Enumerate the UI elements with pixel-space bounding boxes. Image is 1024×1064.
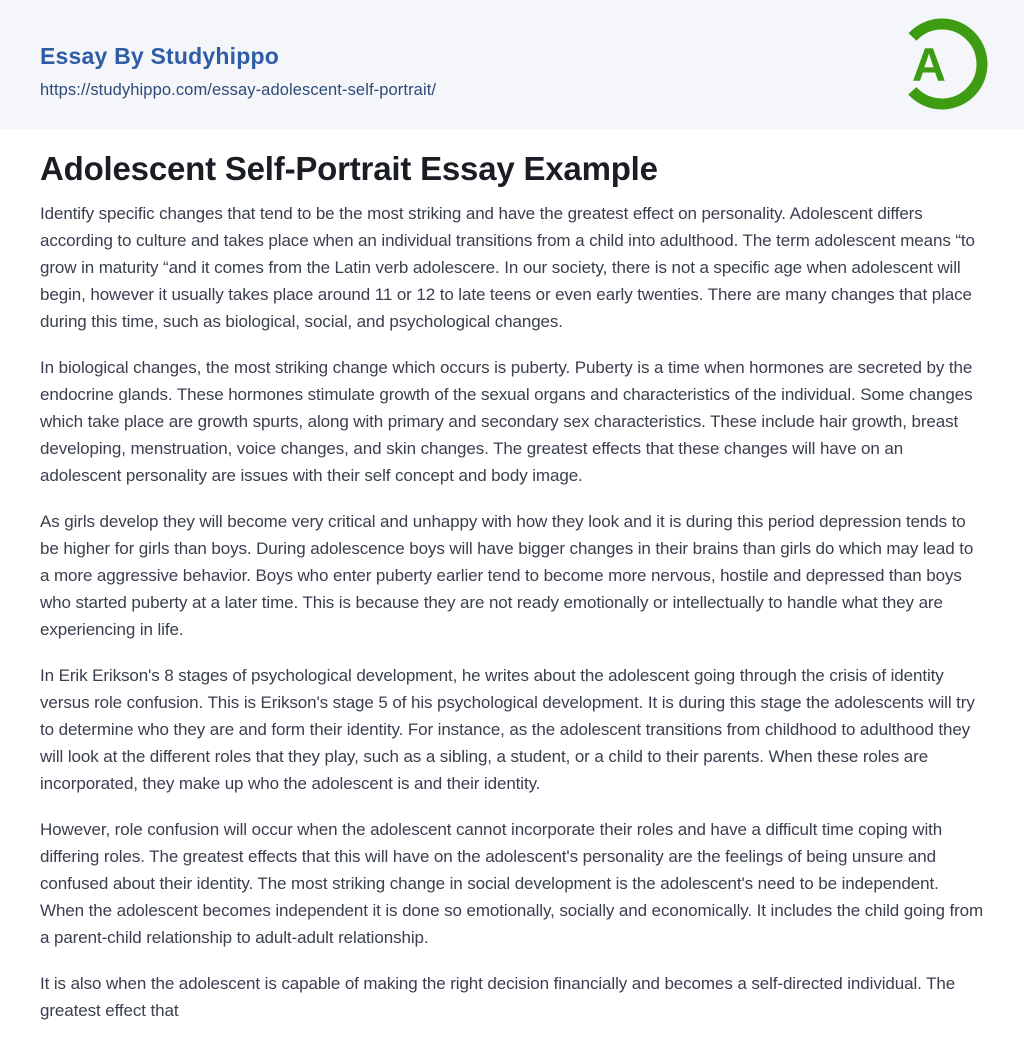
page-url-link[interactable]: https://studyhippo.com/essay-adolescent-self-portrait/ [40,81,437,99]
article-title: Adolescent Self-Portrait Essay Example [40,150,658,187]
studyhippo-logo-icon [892,14,992,114]
essay-paragraph-3: As girls develop they will become very critical and unhappy with how they look and it is during this period depression tends to be higher for girls than boys. During adolescence boys will have bigger changes in their brains than girls do which may lead to a more aggressive behavior. Boys who enter puberty earlier tend to become more nervous, hostile and depressed than boys who started puberty at a later time. This is because they are not ready emotionally or intellectually to handle what they are experiencing in life. [40,512,974,639]
essay-article [0,129,1024,1064]
logo-arc-graphic [892,14,992,114]
essay-paragraph-5: However, role confusion will occur when the adolescent cannot incorporate their roles and have a difficult time coping with differing roles. The greatest effects that this will have on the adolescent's personality are the feelings of being unsure and confused about their identity. The most striking change in social development is the adolescent's need to be independent. When the adolescent becomes independent it is done so emotionally, socially and economically. It includes the child going from a parent-child relationship to adult-adult relationship. [40,820,984,947]
essay-paragraph-2: In biological changes, the most striking change which occurs is puberty. Puberty is a time when hormones are secreted by the endocrine glands. These hormones stimulate growth of the sexual organs and characteristics of the individual. Some changes which take place are growth spurts, along with primary and secondary sex characteristics. These include hair growth, breast developing, menstruation, voice changes, and skin changes. The greatest effects that these changes will have on an adolescent personality are issues with their self concept and body image. [40,358,973,485]
essay-paragraph-4: In Erik Erikson's 8 stages of psychological development, he writes about the adolescent going through the crisis of identity versus role confusion. This is Erikson's stage 5 of his psychological development. It is during this stage the adolescents will try to determine who they are and form their identity. For instance, as the adolescent transitions from childhood to adulthood they will look at the different roles that they play, such as a sibling, a student, or a child to their parents. When these roles are incorporated, they make up who the adolescent is and their identity. [40,666,975,793]
header-text-block [40,43,436,100]
essay-paragraph-1: Identify specific changes that tend to be the most striking and have the greatest effect on personality. Adolescent differs according to culture and takes place when an individual transitions from a child into adulthood. The term adolescent means “to grow in maturity “and it comes from the Latin verb adolescere. In our society, there is not a specific age when adolescent will begin, however it usually takes place around 11 or 12 to late teens or even early twenties. There are many changes that place during this time, such as biological, social, and psychological changes. [40,204,975,331]
logo-letter: A [912,38,946,91]
essay-paragraph-6: It is also when the adolescent is capable of making the right decision financially and becomes a self-directed individual. The greatest effect that [40,974,956,1020]
site-title: Essay By Studyhippo [40,43,279,69]
page-header [0,0,1024,129]
